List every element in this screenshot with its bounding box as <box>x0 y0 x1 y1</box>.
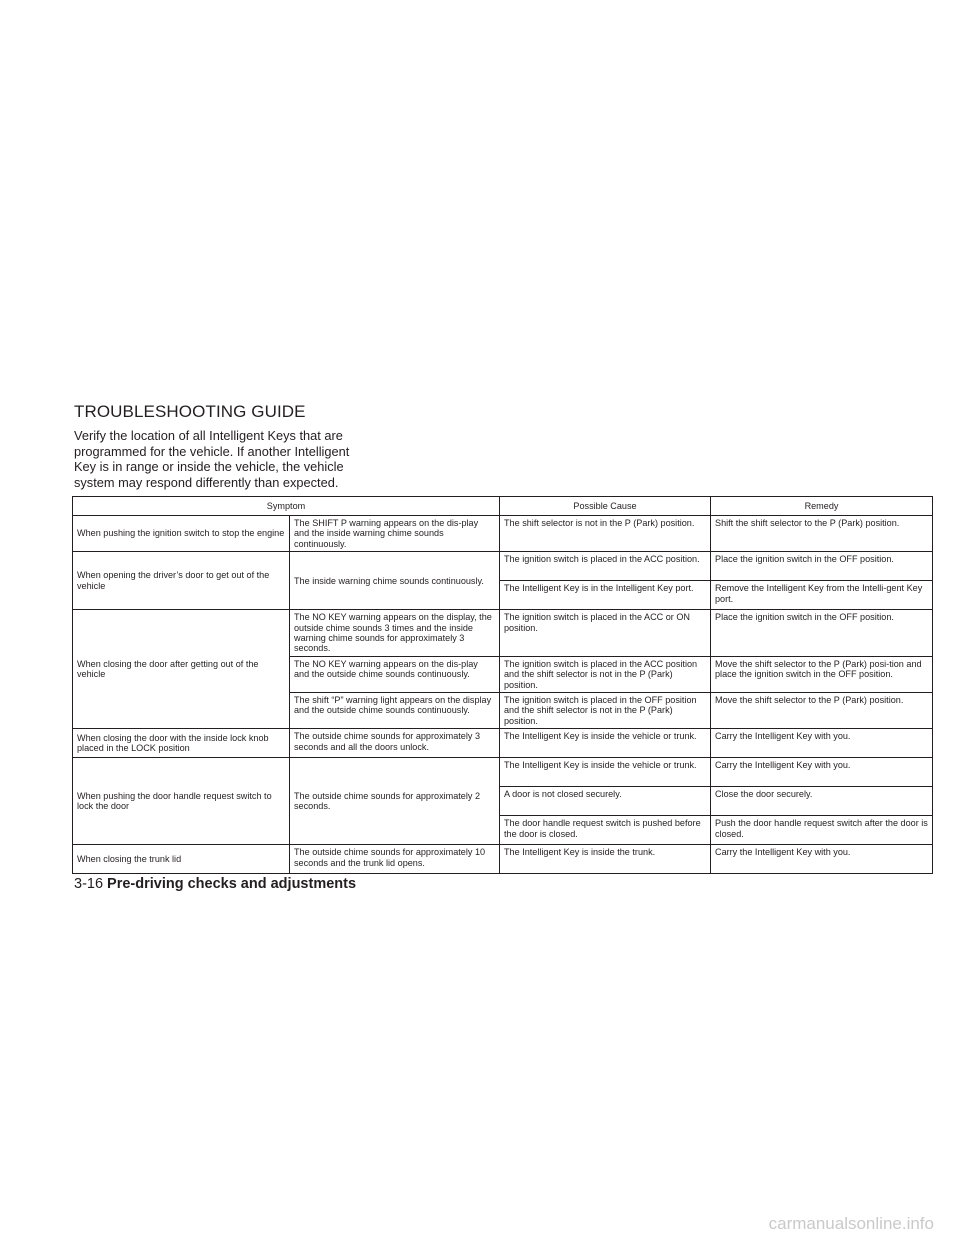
cause-cell: The door handle request switch is pushed before the door is closed. <box>500 816 711 845</box>
table-row <box>73 729 933 758</box>
remedy-cell: Remove the Intelligent Key from the Intelli-gent Key port. <box>711 581 933 610</box>
table-body <box>73 516 933 874</box>
cause-cell: The Intelligent Key is inside the vehicle or trunk. <box>500 729 711 758</box>
page-title: TROUBLESHOOTING GUIDE <box>74 402 306 421</box>
warning-cell: The shift “P” warning light appears on the display and the outside chime sounds continuously. <box>290 693 500 729</box>
remedy-cell: Move the shift selector to the P (Park) position. <box>711 693 933 729</box>
symptom-cell: When pushing the door handle request switch to lock the door <box>73 758 290 845</box>
cause-cell: The ignition switch is placed in the OFF position and the shift selector is not in the P (Park) position. <box>500 693 711 729</box>
table-row <box>73 610 933 657</box>
cause-cell: The Intelligent Key is in the Intelligent Key port. <box>500 581 711 610</box>
remedy-cell: Place the ignition switch in the OFF position. <box>711 552 933 581</box>
page-number: 3-16 <box>74 876 104 892</box>
cause-cell: The ignition switch is placed in the ACC position. <box>500 552 711 581</box>
remedy-cell: Carry the Intelligent Key with you. <box>711 729 933 758</box>
cause-cell: The ignition switch is placed in the ACC position and the shift selector is not in the P (Park) position. <box>500 656 711 692</box>
symptom-cell: When closing the door after getting out of the vehicle <box>73 610 290 729</box>
warning-cell: The SHIFT P warning appears on the dis-play and the inside warning chime sounds continuously. <box>290 516 500 552</box>
warning-cell: The NO KEY warning appears on the display, the outside chime sounds 3 times and the inside warning chime sounds for approximately 3 seconds. <box>290 610 500 657</box>
warning-cell: The outside chime sounds for approximately 10 seconds and the trunk lid opens. <box>290 845 500 874</box>
cause-cell: A door is not closed securely. <box>500 787 711 816</box>
page-footer <box>74 876 356 892</box>
remedy-cell: Move the shift selector to the P (Park) posi-tion and place the ignition switch in the OFF position. <box>711 656 933 692</box>
cause-cell: The Intelligent Key is inside the trunk. <box>500 845 711 874</box>
warning-cell: The outside chime sounds for approximately 2 seconds. <box>290 758 500 845</box>
remedy-cell: Push the door handle request switch after the door is closed. <box>711 816 933 845</box>
section-title: Pre-driving checks and adjustments <box>107 876 357 892</box>
table-row <box>73 516 933 552</box>
symptom-cell: When closing the door with the inside lock knob placed in the LOCK position <box>73 729 290 758</box>
remedy-cell: Place the ignition switch in the OFF position. <box>711 610 933 657</box>
header-possible-cause: Possible Cause <box>500 497 711 516</box>
cause-cell: The ignition switch is placed in the ACC or ON position. <box>500 610 711 657</box>
remedy-cell: Shift the shift selector to the P (Park) position. <box>711 516 933 552</box>
symptom-cell: When opening the driver’s door to get out of the vehicle <box>73 552 290 610</box>
troubleshooting-table <box>72 496 933 874</box>
table-row <box>73 552 933 581</box>
warning-cell: The NO KEY warning appears on the dis-play and the outside chime sounds continuously. <box>290 656 500 692</box>
table-row <box>73 845 933 874</box>
symptom-cell: When pushing the ignition switch to stop the engine <box>73 516 290 552</box>
table-row <box>73 758 933 787</box>
symptom-cell: When closing the trunk lid <box>73 845 290 874</box>
cause-cell: The Intelligent Key is inside the vehicle or trunk. <box>500 758 711 787</box>
header-remedy: Remedy <box>711 497 933 516</box>
warning-cell: The inside warning chime sounds continuously. <box>290 552 500 610</box>
remedy-cell: Close the door securely. <box>711 787 933 816</box>
warning-cell: The outside chime sounds for approximately 3 seconds and all the doors unlock. <box>290 729 500 758</box>
cause-cell: The shift selector is not in the P (Park) position. <box>500 516 711 552</box>
header-symptom: Symptom <box>73 497 500 516</box>
watermark: carmanualsonline.info <box>768 1214 934 1233</box>
table-header-row <box>73 497 933 516</box>
intro-paragraph: Verify the location of all Intelligent Keys that are programmed for the vehicle. If another Intelligent Key is in range or inside the vehicle, the vehicle system may respond differently than expected. <box>74 428 350 490</box>
remedy-cell: Carry the Intelligent Key with you. <box>711 845 933 874</box>
remedy-cell: Carry the Intelligent Key with you. <box>711 758 933 787</box>
